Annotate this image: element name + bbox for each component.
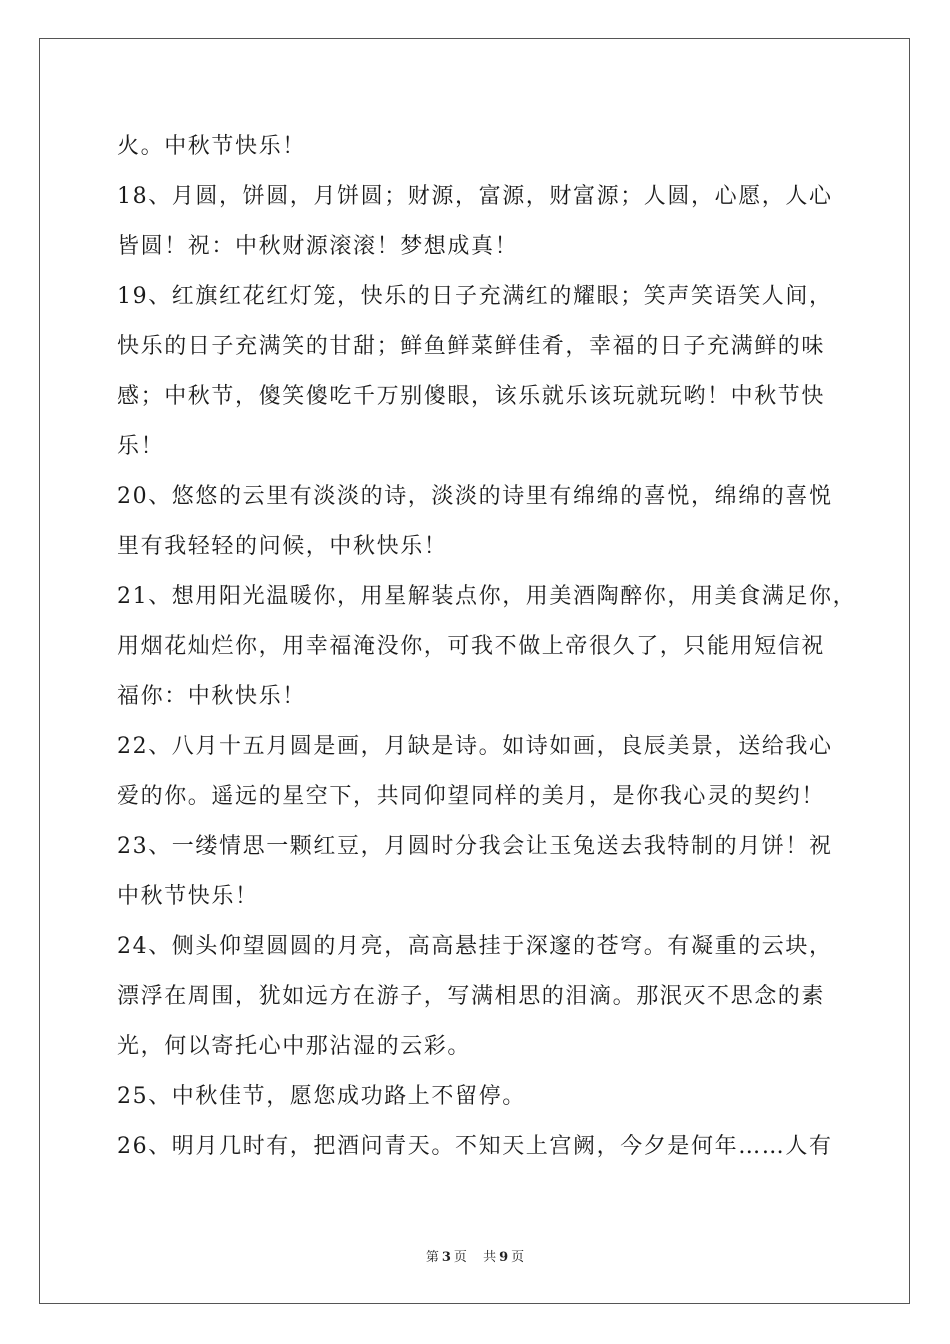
text-line: 爱的你。遥远的星空下，共同仰望同样的美月，是你我心灵的契约！ [117,784,826,809]
text-line: 22、八月十五月圆是画，月缺是诗。如诗如画，良辰美景，送给我心 [117,734,833,759]
text-line: 感；中秋节，傻笑傻吃千万别傻眼，该乐就乐该玩就玩哟！中秋节快 [117,384,826,409]
document-body [117,122,857,1172]
text-line: 25、中秋佳节，愿您成功路上不留停。 [117,1084,526,1109]
text-line: 皆圆！祝：中秋财源滚滚！梦想成真！ [117,234,519,259]
text-line: 中秋节快乐！ [117,884,259,909]
text-line: 24、侧头仰望圆圆的月亮，高高悬挂于深邃的苍穹。有凝重的云块， [117,934,833,959]
text-line: 福你：中秋快乐！ [117,684,306,709]
text-line: 里有我轻轻的问候，中秋快乐！ [117,534,448,559]
text-line: 20、悠悠的云里有淡淡的诗，淡淡的诗里有绵绵的喜悦，绵绵的喜悦 [117,484,833,509]
text-line: 快乐的日子充满笑的甘甜；鲜鱼鲜菜鲜佳肴，幸福的日子充满鲜的味 [117,334,826,359]
text-line: 21、想用阳光温暖你，用星解装点你，用美酒陶醉你，用美食满足你， [117,584,857,609]
text-line: 乐！ [117,434,165,459]
text-line: 26、明月几时有，把酒问青天。不知天上宫阙，今夕是何年……人有 [117,1134,833,1159]
text-line: 18、月圆，饼圆，月饼圆；财源，富源，财富源；人圆，心愿，人心 [117,184,833,209]
page-footer [0,1246,950,1265]
text-line: 光，何以寄托心中那沾湿的云彩。 [117,1034,472,1059]
text-line: 19、红旗红花红灯笼，快乐的日子充满红的耀眼；笑声笑语笑人间， [117,284,833,309]
page-total: 共 9 页 [483,1250,525,1265]
text-line: 火。中秋节快乐！ [117,134,306,159]
page-number: 第 3 页 [425,1250,467,1265]
text-line: 用烟花灿烂你，用幸福淹没你，可我不做上帝很久了，只能用短信祝 [117,634,826,659]
text-line: 漂浮在周围，犹如远方在游子，写满相思的泪滴。那泯灭不思念的素 [117,984,826,1009]
text-line: 23、一缕情思一颗红豆，月圆时分我会让玉兔送去我特制的月饼！祝 [117,834,833,859]
